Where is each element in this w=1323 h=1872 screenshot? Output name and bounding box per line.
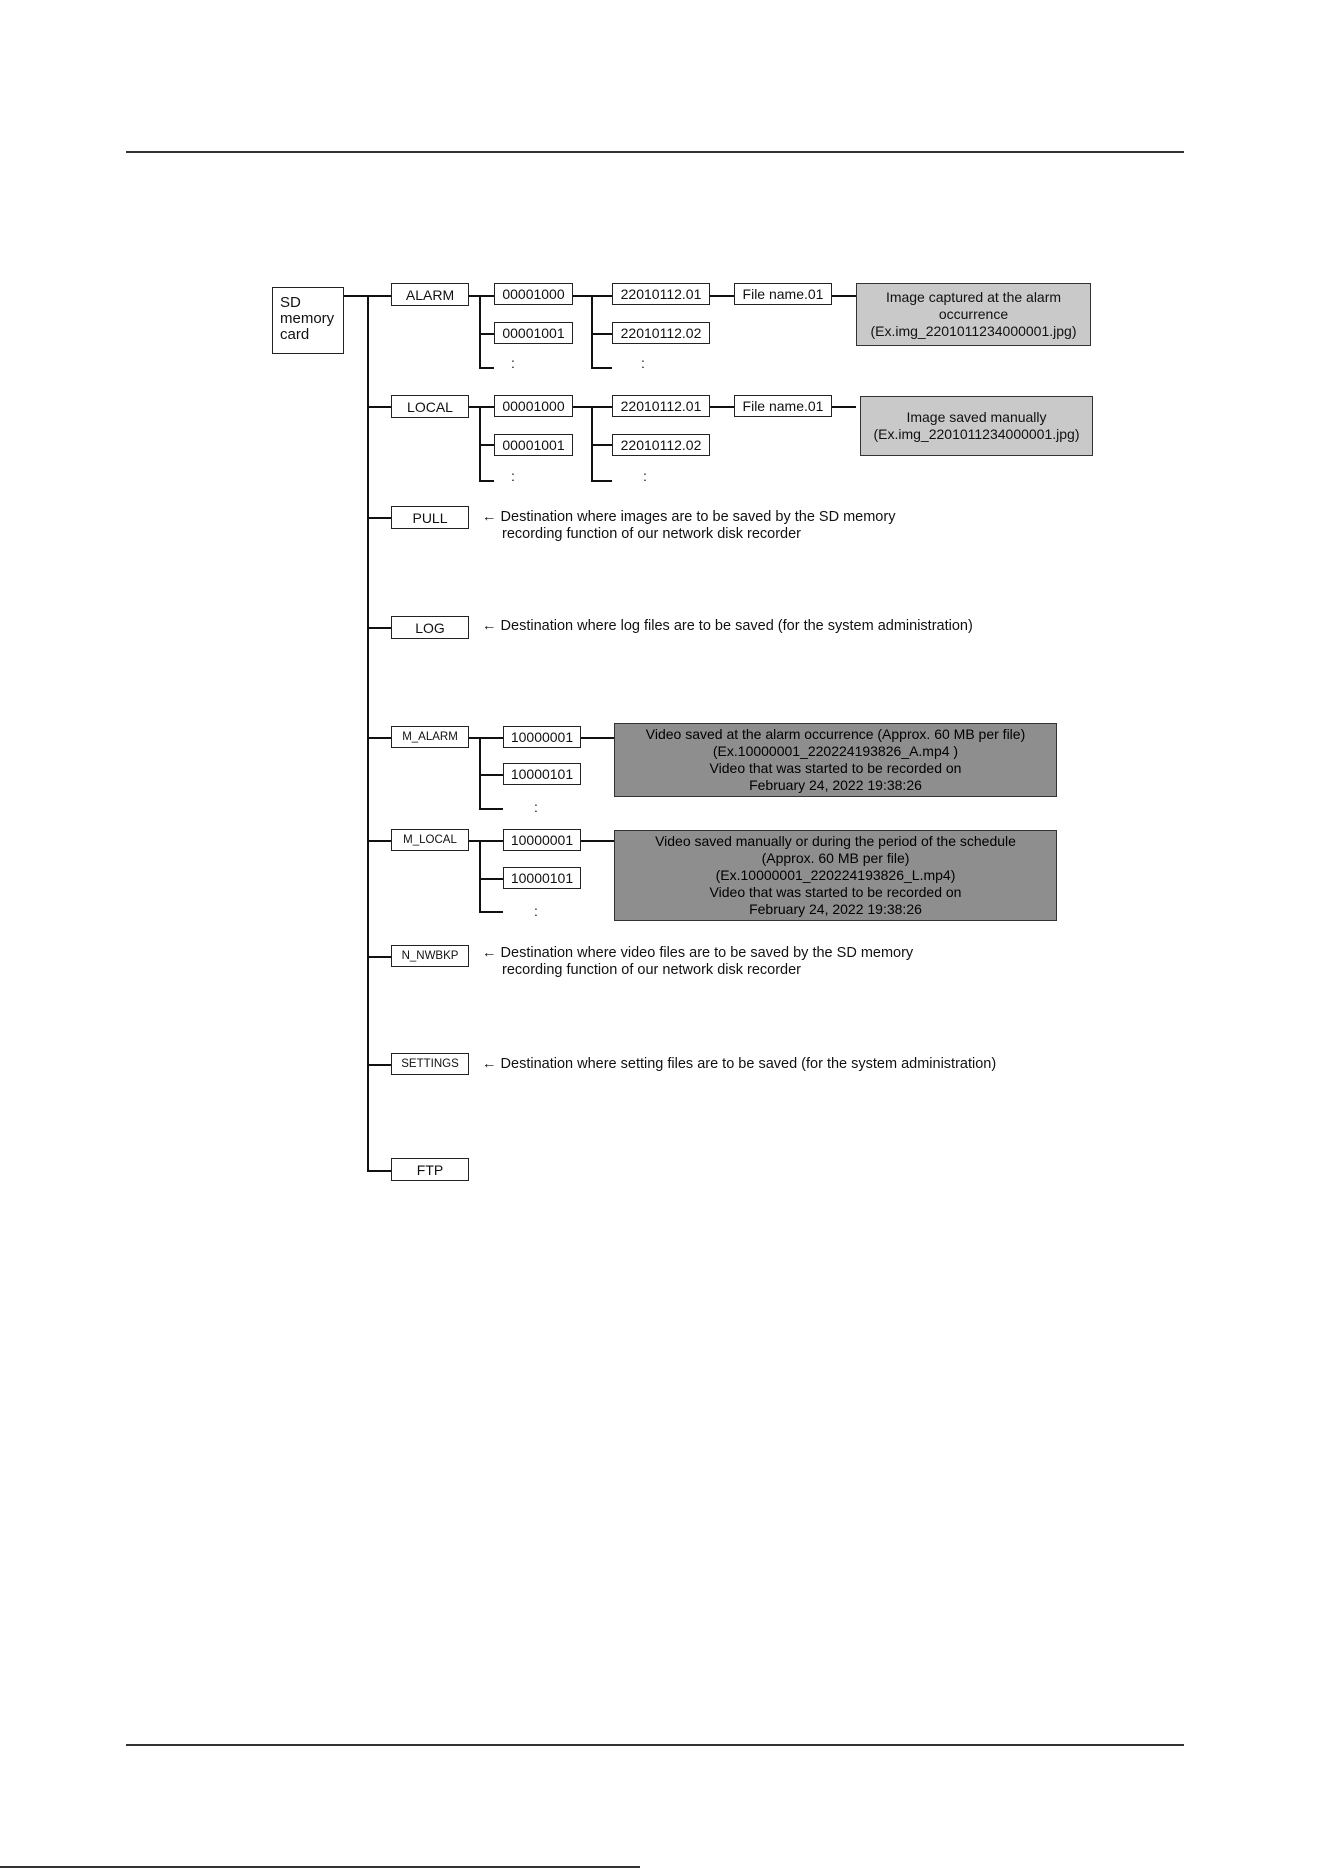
left-arrow-icon: ← — [482, 618, 497, 634]
m-alarm-note-line-3: Video that was started to be recorded on — [709, 760, 962, 776]
connector — [710, 406, 734, 408]
connector — [479, 295, 481, 368]
connector — [573, 295, 612, 297]
local-file: File name.01 — [734, 395, 832, 417]
sd-card-label — [280, 295, 334, 343]
connector — [581, 737, 614, 739]
m-alarm-subfolder-more: : — [534, 799, 538, 815]
m-local-subfolder-1: 10000001 — [503, 829, 581, 851]
alarm-subfolder-1: 00001000 — [494, 283, 573, 305]
header-rule — [126, 151, 1184, 153]
connector — [479, 774, 503, 776]
local-file-note — [860, 396, 1093, 456]
local-subfolder-more: : — [511, 468, 515, 484]
m-local-subfolder-2: 10000101 — [503, 867, 581, 889]
connector — [367, 406, 391, 408]
log-description: ← Destination where log files are to be saved (for the system administration) — [482, 618, 973, 634]
connector — [469, 406, 494, 408]
alarm-subfolder-more: : — [511, 355, 515, 371]
connector — [591, 333, 612, 335]
folder-m-alarm: M_ALARM — [391, 726, 469, 748]
folder-alarm: ALARM — [391, 283, 469, 306]
connector — [832, 406, 856, 408]
connector — [591, 444, 612, 446]
connector — [581, 840, 614, 842]
connector — [479, 737, 481, 809]
connector — [479, 333, 494, 335]
alarm-note-line-3: (Ex.img_2201011234000001.jpg) — [870, 323, 1077, 339]
local-date-2: 22010112.02 — [612, 434, 710, 456]
connector — [479, 878, 503, 880]
n-nwbkp-desc-line-2: recording function of our network disk recorder — [502, 962, 802, 978]
m-local-note-line-3: (Ex.10000001_220224193826_L.mp4) — [715, 867, 956, 883]
local-date-more: : — [643, 468, 647, 484]
alarm-date-1: 22010112.01 — [612, 283, 710, 305]
footnote-rule — [0, 1866, 640, 1868]
connector — [573, 406, 612, 408]
alarm-file: File name.01 — [734, 283, 832, 305]
local-subfolder-1: 00001000 — [494, 395, 573, 417]
folder-n-nwbkp: N_NWBKP — [391, 945, 469, 967]
connector — [469, 840, 479, 842]
connector — [367, 1170, 391, 1172]
local-date-1: 22010112.01 — [612, 395, 710, 417]
trunk-connector — [344, 295, 368, 297]
alarm-date-more: : — [641, 355, 645, 371]
pull-description — [482, 509, 895, 543]
m-alarm-note-line-1: Video saved at the alarm occurrence (Approx. 60 MB per file) — [645, 726, 1026, 742]
connector — [367, 956, 391, 958]
trunk-line — [367, 295, 369, 1171]
connector — [591, 367, 612, 369]
alarm-note-line-2: occurrence — [938, 306, 1009, 322]
alarm-date-2: 22010112.02 — [612, 322, 710, 344]
connector — [479, 911, 503, 913]
m-local-note — [614, 830, 1057, 921]
local-note-line-2: (Ex.img_2201011234000001.jpg) — [873, 426, 1080, 442]
m-local-note-line-1: Video saved manually or during the period of the schedule — [655, 833, 1016, 849]
local-note-line-1: Image saved manually — [906, 409, 1047, 425]
connector — [479, 808, 503, 810]
connector — [469, 295, 494, 297]
sd-card-line-1: SD — [280, 294, 301, 311]
folder-m-local: M_LOCAL — [391, 829, 469, 851]
left-arrow-icon: ← — [482, 945, 497, 961]
connector — [479, 444, 494, 446]
connector — [367, 627, 391, 629]
connector — [710, 295, 734, 297]
settings-description: ← Destination where setting files are to be saved (for the system administration) — [482, 1056, 997, 1072]
folder-ftp: FTP — [391, 1158, 469, 1181]
connector — [479, 367, 494, 369]
folder-pull: PULL — [391, 506, 469, 529]
connector — [479, 737, 503, 739]
footer-rule — [126, 1744, 1184, 1746]
connector — [479, 840, 481, 912]
pull-desc-line-1: ← Destination where images are to be saved by the SD memory — [482, 509, 896, 525]
sd-card-line-2: memory — [280, 310, 335, 327]
folder-log: LOG — [391, 616, 469, 639]
m-alarm-note — [614, 723, 1057, 797]
m-alarm-note-line-4: February 24, 2022 19:38:26 — [749, 777, 922, 793]
connector — [469, 737, 479, 739]
m-local-note-line-4: Video that was started to be recorded on — [709, 884, 962, 900]
alarm-note-line-1: Image captured at the alarm — [885, 289, 1062, 305]
connector — [591, 480, 612, 482]
connector — [367, 840, 391, 842]
pull-desc-line-2: recording function of our network disk recorder — [502, 526, 802, 542]
m-alarm-subfolder-1: 10000001 — [503, 726, 581, 748]
connector — [367, 737, 391, 739]
connector — [479, 480, 494, 482]
alarm-file-note — [856, 283, 1091, 346]
connector — [367, 295, 391, 297]
folder-settings: SETTINGS — [391, 1053, 469, 1075]
m-alarm-subfolder-2: 10000101 — [503, 763, 581, 785]
local-subfolder-2: 00001001 — [494, 434, 573, 456]
m-local-note-line-2: (Approx. 60 MB per file) — [761, 850, 910, 866]
m-local-subfolder-more: : — [534, 903, 538, 919]
left-arrow-icon: ← — [482, 509, 497, 525]
folder-local: LOCAL — [391, 395, 469, 418]
connector — [479, 840, 503, 842]
connector — [367, 1064, 391, 1066]
connector — [367, 517, 391, 519]
connector — [591, 295, 593, 368]
n-nwbkp-desc-line-1: ← Destination where video files are to be saved by the SD memory — [482, 945, 914, 961]
sd-card-line-3: card — [280, 326, 310, 343]
alarm-subfolder-2: 00001001 — [494, 322, 573, 344]
connector — [832, 295, 856, 297]
m-local-note-line-5: February 24, 2022 19:38:26 — [749, 901, 922, 917]
m-alarm-note-line-2: (Ex.10000001_220224193826_A.mp4 ) — [712, 743, 959, 759]
n-nwbkp-description — [482, 945, 913, 979]
left-arrow-icon: ← — [482, 1056, 497, 1072]
